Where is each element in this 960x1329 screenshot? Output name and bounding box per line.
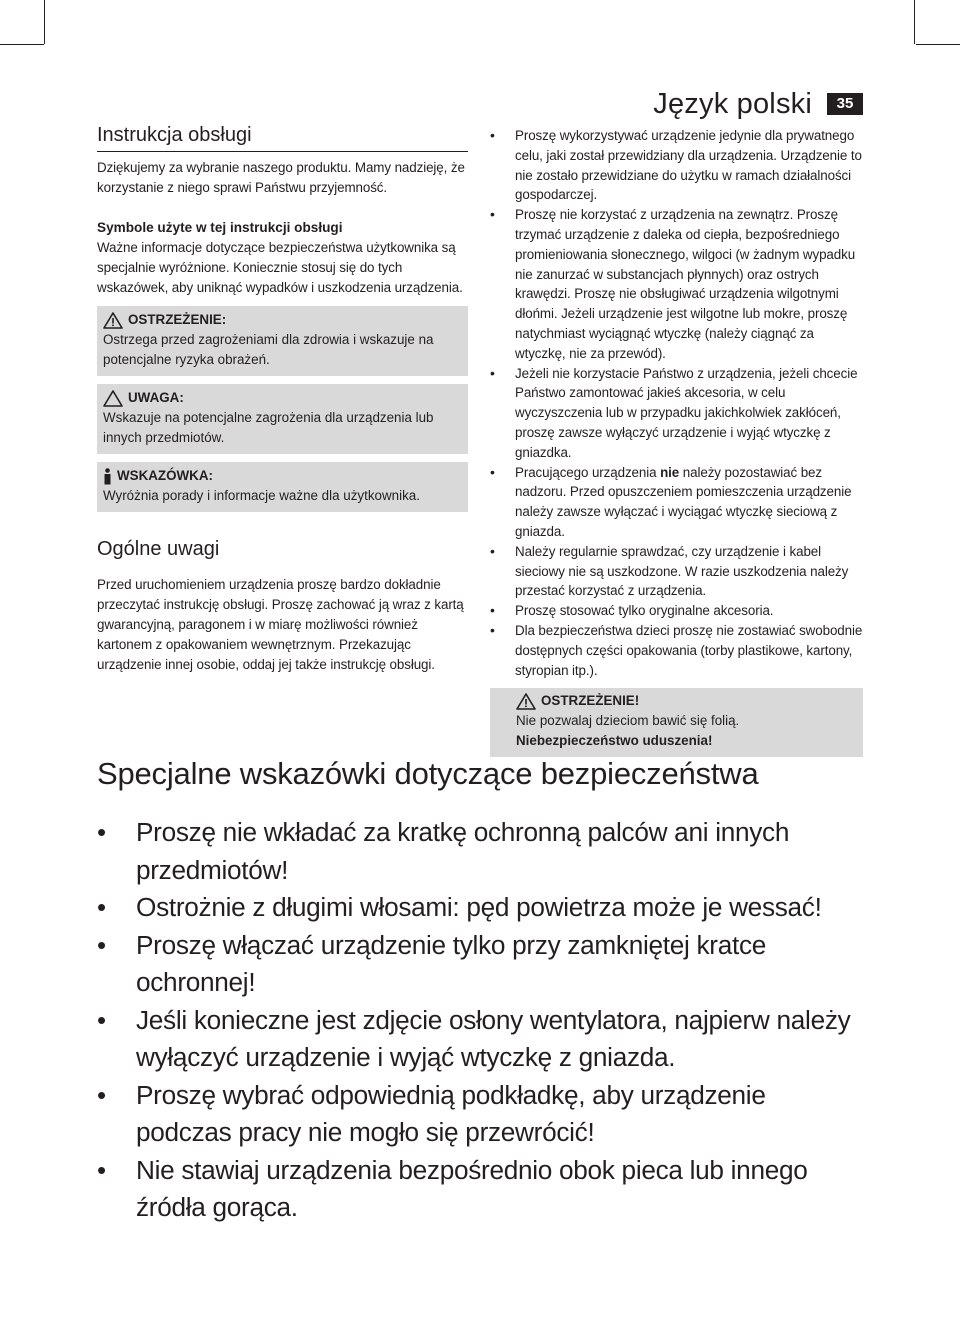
warning-title: OSTRZEŻENIE: (128, 312, 227, 327)
symbols-text: Ważne informacje dotyczące bezpieczeństwa użytkownika są specjalnie wyróżnione. Koniecznie stosuj się do tych wskazówek, aby uniknąć wypadków i uszkodzenia urządzenia. (97, 240, 463, 295)
safety-bullet-list (97, 814, 857, 1227)
general-heading: Ogólne uwagi (97, 538, 220, 560)
intro-text: Dziękujemy za wybranie naszego produktu. Mamy nadzieję, że korzystanie z niego sprawi Państwu przyjemność. (97, 160, 465, 195)
general-text: Przed uruchomieniem urządzenia proszę bardzo dokładnie przeczytać instrukcję obsługi. Proszę zachować ją wraz z kartą gwarancyjną, paragonem i w miarę możliwości również kartonem z opakowaniem wewnętrznym. Przekazując urządzenie innej osobie, oddaj jej także instrukcję obsługi. (97, 577, 464, 672)
list-item: • Dla bezpieczeństwa dzieci proszę nie zostawiać swobodnie dostępnych części opakowania (torby plastikowe, kartony, styropian itp.). (490, 621, 863, 680)
language-title: Język polski (653, 88, 812, 120)
list-item-emphasis: nie (660, 464, 680, 480)
list-item (490, 463, 863, 542)
list-item-text: Pracującego urządzenia (515, 464, 661, 480)
list-item: • Jeżeli nie korzystacie Państwo z urządzenia, jeżeli chcecie Państwo zamontować jakieś akcesoria, w celu wyczyszczenia lub w przypadku jakichkolwiek zakłóceń, proszę zawsze wyłączyć urządzenie i wyjąć wtyczkę z gniazdka. (490, 364, 863, 463)
list-item: • Proszę nie wkładać za kratkę ochronną palców ani innych przedmiotów! (97, 814, 857, 889)
caution-title: UWAGA: (128, 390, 184, 405)
crop-mark-top-left-vertical (44, 0, 45, 44)
caution-box (97, 384, 468, 454)
hint-box (97, 462, 468, 512)
page-number: 35 (827, 93, 863, 115)
usage-bullet-list (490, 126, 863, 680)
caution-text: Wskazuje na potencjalne zagrożenia dla urządzenia lub innych przedmiotów. (103, 410, 434, 445)
warning-triangle-icon (103, 312, 123, 329)
children-warning-title: OSTRZEŻENIE! (541, 693, 640, 709)
warning-triangle-icon (516, 693, 536, 710)
crop-mark-top-right-vertical (914, 0, 915, 44)
list-item: • Proszę wybrać odpowiednią podkładkę, aby urządzenie podczas pracy nie mogło się przewrócić! (97, 1077, 857, 1152)
list-item: • Należy regularnie sprawdzać, czy urządzenie i kabel sieciowy nie są uszkodzone. W razie uszkodzenia należy przestać korzystać z urządzenia. (490, 542, 863, 601)
children-warning-emphasis: Niebezpieczeństwo uduszenia! (516, 733, 713, 749)
list-item: • Proszę nie korzystać z urządzenia na zewnątrz. Proszę trzymać urządzenie z daleka od ciepła, bezpośredniego promieniowania słonecznego, wilgoci (w żadnym wypadku nie zanurzać w substancjach płynnych) oraz ostrych krawędzi. Proszę nie obsługiwać urządzenia wilgotnymi dłońmi. Jeżeli urządzenie jest wilgotne lub mokre, proszę natychmiast wyciągnąć wtyczkę (należy ciągnąć za wtyczkę, nie za przewód). (490, 205, 863, 363)
safety-heading: Specjalne wskazówki dotyczące bezpieczeństwa (97, 756, 759, 791)
list-item: • Nie stawiaj urządzenia bezpośrednio obok pieca lub innego źródła gorąca. (97, 1152, 857, 1227)
list-item: • Ostrożnie z długimi włosami: pęd powietrza może je wessać! (97, 889, 857, 927)
warning-text: Ostrzega przed zagrożeniami dla zdrowia i wskazuje na potencjalne ryzyka obrażeń. (103, 332, 434, 367)
right-column (490, 126, 863, 757)
crop-mark-top-left-horizontal (0, 44, 44, 45)
warning-box (97, 306, 468, 376)
children-warning-text: Nie pozwalaj dzieciom bawić się folią. (516, 713, 740, 729)
instructions-heading: Instrukcja obsługi (97, 124, 468, 152)
info-icon (103, 468, 112, 485)
list-item-text: należy pozostawiać bez nadzoru. Przed opuszczeniem pomieszczenia urządzenie należy zawsze wyłączać i wyciągać wtyczkę sieciową z gniazda. (515, 464, 852, 539)
list-item: • Proszę wykorzystywać urządzenie jedynie dla prywatnego celu, jaki został przewidziany dla urządzenia. Urządzenie to nie zostało przewidziane do użytku w ramach działalności gospodarczej. (490, 126, 863, 205)
children-warning-box (490, 688, 863, 757)
list-item: • Proszę włączać urządzenie tylko przy zamkniętej kratce ochronnej! (97, 927, 857, 1002)
list-item: • Proszę stosować tylko oryginalne akcesoria. (490, 601, 863, 621)
hint-title: WSKAZÓWKA: (117, 468, 213, 483)
left-column (97, 124, 468, 675)
symbols-heading: Symbole użyte w tej instrukcji obsługi (97, 220, 343, 235)
hint-text: Wyróżnia porady i informacje ważne dla użytkownika. (103, 488, 420, 503)
caution-triangle-icon (103, 390, 123, 407)
list-item: • Jeśli konieczne jest zdjęcie osłony wentylatora, najpierw należy wyłączyć urządzenie i wyjąć wtyczkę z gniazda. (97, 1002, 857, 1077)
crop-mark-top-right-horizontal (916, 44, 960, 45)
